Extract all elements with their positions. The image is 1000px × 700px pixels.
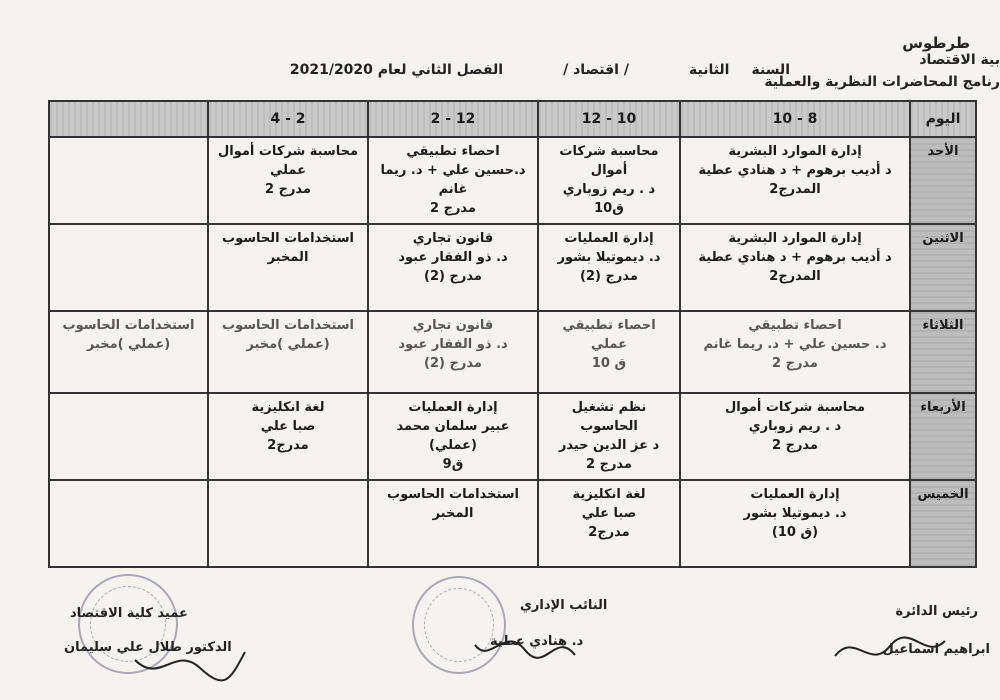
- course-cell: [49, 311, 208, 394]
- day-cell: الثلاثاء: [910, 311, 976, 394]
- table-row: [49, 311, 976, 394]
- year-label: السنة: [751, 62, 790, 78]
- course-title: إدارة الموارد البشرية: [728, 144, 862, 159]
- signature-center-title: النائب الإداري: [520, 598, 608, 613]
- course-title: قانون تجاري: [412, 230, 494, 246]
- course-title: إدارة الموارد البشرية: [728, 230, 862, 246]
- course-cell: [208, 137, 368, 224]
- course-cell: [208, 224, 368, 311]
- table-row: [49, 137, 976, 224]
- course-detail: مدرج (2): [424, 268, 482, 284]
- course-detail: ق 10: [591, 355, 627, 371]
- course-detail: عملي: [269, 163, 307, 178]
- course-title: إدارة العمليات: [408, 400, 498, 416]
- university-name: طرطوس: [902, 34, 970, 52]
- course-detail: د أديب برهوم + د هنادي عطية: [698, 249, 892, 265]
- course-detail: د . ريم زوباري: [748, 419, 842, 435]
- time-slot: 12 - 2: [368, 101, 538, 137]
- course-title: احصاء تطبيقي: [748, 317, 842, 333]
- signature-left-title: عميد كلية الاقتصاد: [70, 606, 188, 621]
- course-detail: صبا علي: [260, 419, 316, 435]
- course-detail: المخبر: [432, 506, 474, 522]
- course-detail: مدرج2: [267, 438, 309, 454]
- course-cell: [368, 480, 538, 567]
- course-cell: [680, 137, 910, 224]
- course-title: استخدامات الحاسوب: [222, 317, 354, 333]
- time-slot: 10 - 12: [538, 101, 680, 137]
- table-row: [49, 224, 976, 311]
- signature-right-name: ابراهيم اسماعيل: [882, 642, 990, 657]
- course-cell: [368, 137, 538, 224]
- course-cell: [368, 393, 538, 480]
- course-detail: د. حسين علي + د. ريما غانم: [703, 336, 887, 352]
- course-title: احصاء تطبيقي: [406, 144, 500, 159]
- course-cell: [538, 393, 680, 480]
- course-detail: المخبر: [267, 249, 309, 265]
- course-detail: مدرج 2: [586, 457, 632, 473]
- course-detail: د. ذو الفقار عبود: [398, 336, 508, 352]
- course-title: استخدامات الحاسوب: [222, 230, 354, 246]
- course-cell: [680, 480, 910, 567]
- course-title: محاسبة شركات أموال: [559, 144, 659, 178]
- course-detail: صبا علي: [581, 506, 637, 522]
- course-cell: [680, 393, 910, 480]
- course-detail: ق9: [442, 457, 464, 473]
- header-info-line: [230, 62, 790, 78]
- course-detail: مدرج 2: [265, 182, 311, 197]
- course-detail: (عملي )مخبر: [86, 336, 171, 352]
- handwritten-signature-right: [830, 626, 950, 676]
- course-detail: د. ذو الفقار عبود: [398, 249, 508, 265]
- day-cell: الاثنين: [910, 224, 976, 311]
- course-cell: [680, 311, 910, 394]
- time-slot: [49, 101, 208, 137]
- program-title: رنامج المحاضرات النظرية والعملية: [764, 74, 1000, 90]
- semester: الفصل الثاني لعام 2021/2020: [289, 62, 504, 78]
- course-detail: مدرج 2: [772, 355, 818, 371]
- day-cell: الأحد: [910, 137, 976, 224]
- course-cell: [538, 311, 680, 394]
- department: / اقتصاد /: [563, 62, 629, 78]
- time-slot: 8 - 10: [680, 101, 910, 137]
- schedule-body: [49, 137, 976, 567]
- course-detail: د . ريم زوباري: [562, 182, 656, 197]
- faculty-name: بية الاقتصاد: [919, 52, 1000, 68]
- course-cell: [538, 137, 680, 224]
- course-cell: [538, 224, 680, 311]
- course-title: استخدامات الحاسوب: [387, 487, 519, 503]
- course-detail: د أديب برهوم + د هنادي عطية: [698, 163, 892, 178]
- table-row: [49, 393, 976, 480]
- course-cell: [368, 311, 538, 394]
- course-detail: ق10: [594, 201, 624, 216]
- course-detail: عبير سلمان محمد: [396, 419, 510, 435]
- course-cell: [208, 393, 368, 480]
- course-cell: [208, 480, 368, 567]
- day-header: اليوم: [910, 101, 976, 137]
- course-cell: [208, 311, 368, 394]
- course-title: محاسبة شركات أموال: [217, 144, 359, 159]
- course-detail: مدرج2: [588, 525, 630, 541]
- signature-center-name: د. هنادي عطية: [490, 634, 584, 649]
- course-title: احصاء تطبيقي: [562, 317, 656, 333]
- course-title: لغة انكليزية: [251, 400, 325, 416]
- course-title: إدارة العمليات: [750, 487, 840, 503]
- course-detail: مدرج (2): [580, 268, 638, 284]
- course-cell: [49, 393, 208, 480]
- course-detail: (ق 10): [771, 525, 819, 541]
- course-cell: [538, 480, 680, 567]
- course-cell: [680, 224, 910, 311]
- table-header-row: [49, 101, 976, 137]
- year-value: الثانية: [688, 62, 730, 78]
- course-cell: [49, 480, 208, 567]
- day-cell: الخميس: [910, 480, 976, 567]
- handwritten-signature-left: [130, 640, 250, 690]
- course-cell: [49, 224, 208, 311]
- signature-left-name: الدكتور طلال علي سليمان: [64, 640, 232, 655]
- course-title: استخدامات الحاسوب: [62, 317, 195, 333]
- course-detail: مدرج 2: [772, 438, 818, 454]
- course-detail: المدرج2: [769, 268, 821, 284]
- schedule-table: [48, 100, 977, 568]
- course-detail: (عملي): [429, 438, 477, 454]
- course-title: إدارة العمليات: [564, 230, 654, 246]
- course-detail: عملي: [590, 336, 628, 352]
- time-slot: 2 - 4: [208, 101, 368, 137]
- handwritten-signature-center: [470, 620, 580, 670]
- course-detail: د. ديموتيلا بشور: [557, 249, 661, 265]
- course-title: لغة انكليزية: [572, 487, 646, 503]
- course-title: محاسبة شركات أموال: [724, 400, 866, 416]
- course-detail: المدرج2: [769, 182, 821, 197]
- course-cell: [49, 137, 208, 224]
- course-cell: [368, 224, 538, 311]
- course-detail: (عملي )مخبر: [246, 336, 330, 352]
- course-detail: مدرج 2: [430, 201, 476, 216]
- signature-right-title: رئيس الدائرة: [895, 604, 978, 619]
- course-detail: د عز الدين حيدر: [558, 438, 660, 454]
- course-title: قانون تجاري: [412, 317, 494, 333]
- course-detail: د.حسين علي + د. ريما غانم: [380, 163, 526, 197]
- course-detail: د. ديموتيلا بشور: [743, 506, 847, 522]
- course-title: نظم تشغيل الحاسوب: [571, 400, 647, 435]
- day-cell: الأربعاء: [910, 393, 976, 480]
- course-detail: مدرج (2): [424, 355, 482, 371]
- table-row: [49, 480, 976, 567]
